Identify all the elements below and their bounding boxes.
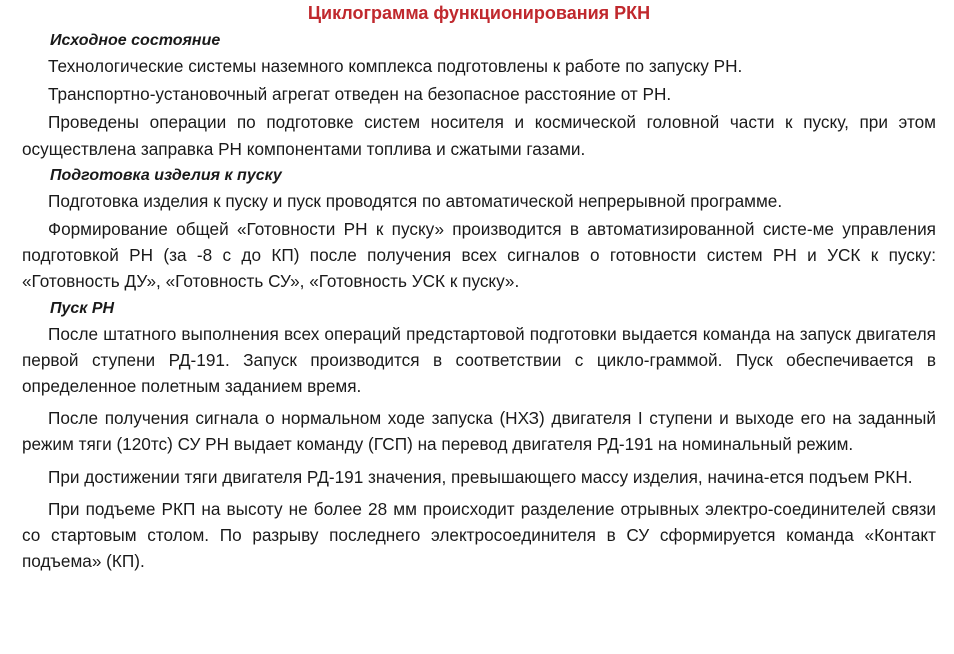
paragraph: Проведены операции по подготовке систем носителя и космической головной части к пуску, при этом осуществлена заправка РН компонентами топлива и сжатыми газами. <box>22 112 936 159</box>
paragraph: При достижении тяги двигателя РД-191 значения, превышающего массу изделия, начина-ется подъем РКН. <box>48 466 913 487</box>
paragraph: При подъеме РКП на высоту не более 28 мм происходит разделение отрывных электро-соединителей связи со стартовым столом. По разрыву последнего электросоединителя в СУ сформируется команда «Контакт подъема» (КП). <box>22 498 936 572</box>
paragraph: После получения сигнала о нормальном ходе запуска (НХЗ) двигателя I ступени и выходе его на заданный режим тяги (120тс) СУ РН выдает команду (ГСП) на перевод двигателя РД-191 на номинальный режим. <box>22 408 936 455</box>
section-heading-preparation: Подготовка изделия к пуску <box>50 166 282 184</box>
section-heading-launch: Пуск РН <box>50 299 115 317</box>
paragraph: Транспортно-установочный агрегат отведен на безопасное расстояние от РН. <box>48 84 672 105</box>
section-heading-initial-state: Исходное состояние <box>50 32 221 49</box>
paragraph: Формирование общей «Готовности РН к пуску» производится в автоматизированной систе-ме управления подготовкой РН (за -8 с до КП) после получения всех сигналов о готовности систем РН и УСК к пуску: «Готовность ДУ», «Готовность СУ», «Готовность УСК к пуску». <box>22 219 936 292</box>
paragraph: Подготовка изделия к пуску и пуск проводятся по автоматической непрерывной программе. <box>48 190 783 211</box>
paragraph: Технологические системы наземного комплекса подготовлены к работе по запуску РН. <box>48 56 743 76</box>
paragraph: После штатного выполнения всех операций предстартовой подготовки выдается команда на запуск двигателя первой ступени РД-191. Запуск производится в соответствии с цикло-граммой. Пуск обеспечивается в определенное полетным заданием время. <box>22 323 936 397</box>
document-title: Циклограмма функционирования РКН <box>307 3 651 23</box>
